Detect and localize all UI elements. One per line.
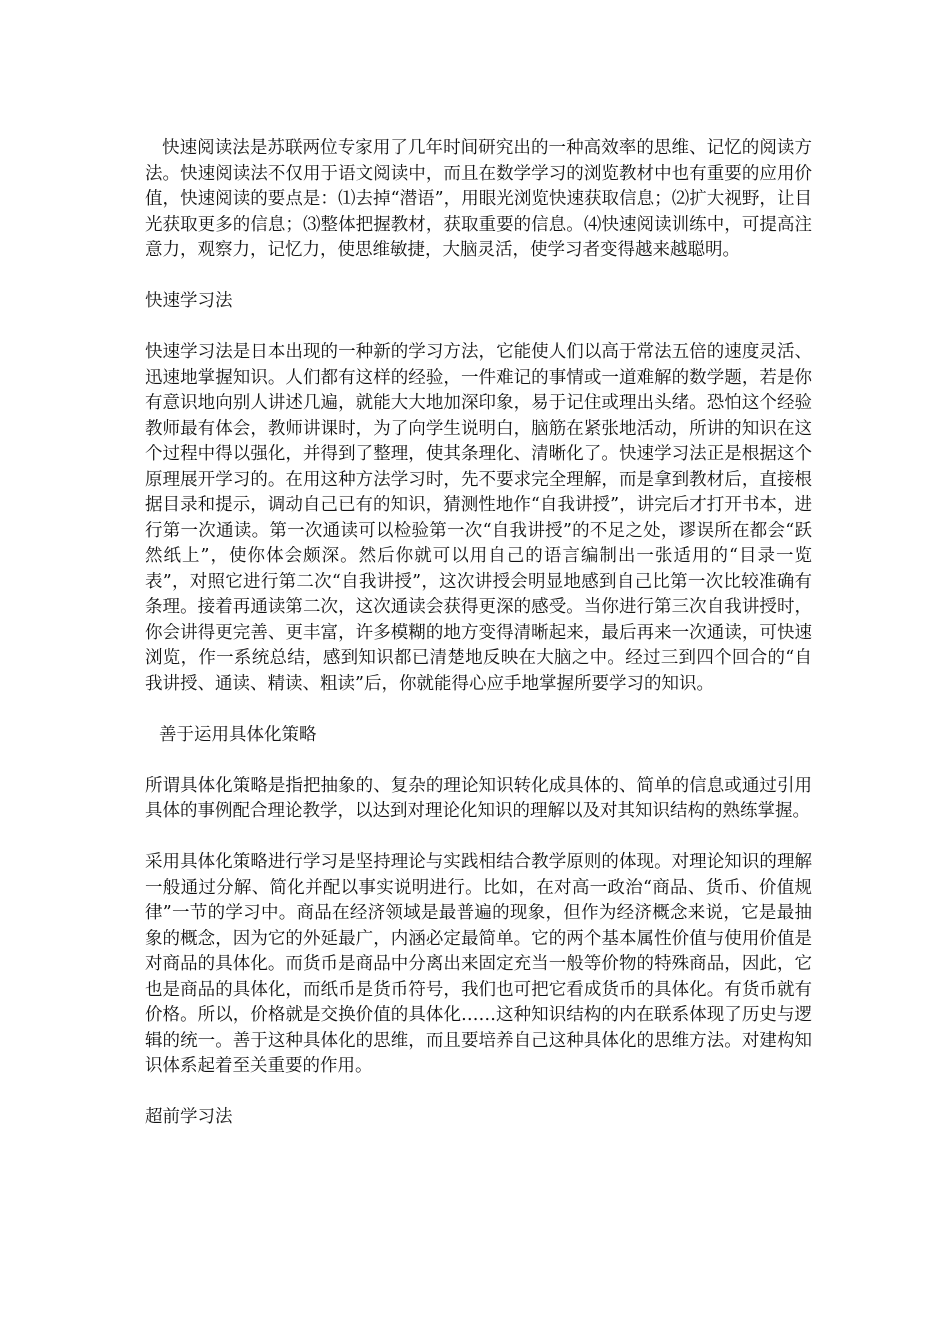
heading-advance-learning: 超前学习法	[145, 1107, 233, 1127]
paragraph-speed-reading: 快速阅读法是苏联两位专家用了几年时间研究出的一种高效率的思维、记忆的阅读方法。快速阅读法不仅用于语文阅读中，而且在数学学习的浏览教材中也有重要的应用价值，快速阅读的要点是：⑴去掉“潜语”，用眼光浏览快速获取信息；⑵扩大视野，让目光获取更多的信息；⑶整体把握教材，获取重要的信息。⑷快速阅读训练中，可提高注意力，观察力，记忆力，使思维敏捷，大脑灵活，使学习者变得越来越聪明。	[145, 138, 812, 260]
paragraph-concretization-example: 采用具体化策略进行学习是坚持理论与实践相结合教学原则的体现。对理论知识的理解一般通过分解、简化并配以事实说明进行。比如，在对高一政治“商品、货币、价值规律”一节的学习中。商品在经济领域是最普遍的现象，但作为经济概念来说，它是最抽象的概念，因为它的外延最广，内涵必定最简单。它的两个基本属性价值与使用价值是对商品的具体化。而货币是商品中分离出来固定充当一般等价物的特殊商品，因此，它也是商品的具体化，而纸币是货币符号，我们也可把它看成货币的具体化。有货币就有价格。所以，价格就是交换价值的具体化……这种知识结构的内在联系体现了历史与逻辑的统一。善于这种具体化的思维，而且要培养自己这种具体化的思维方法。对建构知识体系起着至关重要的作用。	[145, 852, 812, 1076]
paragraph-speed-learning: 快速学习法是日本出现的一种新的学习方法，它能使人们以高于常法五倍的速度灵活、迅速地掌握知识。人们都有这样的经验，一件难记的事情或一道难解的数学题，若是你有意识地向别人讲述几遍，就能大大地加深印象，易于记住或理出头绪。恐怕这个经验教师最有体会，教师讲课时，为了向学生说明白，脑筋在紧张地活动，所讲的知识在这个过程中得以强化，并得到了整理，使其条理化、清晰化了。快速学习法正是根据这个原理展开学习的。在用这种方法学习时，先不要求完全理解，而是拿到教材后，直接根据目录和提示，调动自己已有的知识，猜测性地作“自我讲授”，讲完后才打开书本，进行第一次通读。第一次通读可以检验第一次“自我讲授”的不足之处，谬误所在都会“跃然纸上”，使你体会颇深。然后你就可以用自己的语言编制出一张适用的“目录一览表”，对照它进行第二次“自我讲授”，这次讲授会明显地感到自己比第一次比较准确有条理。接着再通读第二次，这次通读会获得更深的感受。当你进行第三次自我讲授时，你会讲得更完善、更丰富，许多模糊的地方变得清晰起来，最后再来一次通读，可快速浏览，作一系统总结，感到知识都已清楚地反映在大脑之中。经过三到四个回合的“自我讲授、通读、精读、粗读”后，你就能得心应手地掌握所要学习的知识。	[145, 342, 812, 694]
paragraph-concretization-definition: 所谓具体化策略是指把抽象的、复杂的理论知识转化成具体的、简单的信息或通过引用具体的事例配合理论教学，以达到对理论化知识的理解以及对其知识结构的熟练掌握。	[145, 775, 812, 821]
heading-concretization-strategy: 善于运用具体化策略	[159, 724, 317, 745]
document-body	[145, 136, 812, 1156]
heading-speed-learning: 快速学习法	[145, 291, 233, 311]
